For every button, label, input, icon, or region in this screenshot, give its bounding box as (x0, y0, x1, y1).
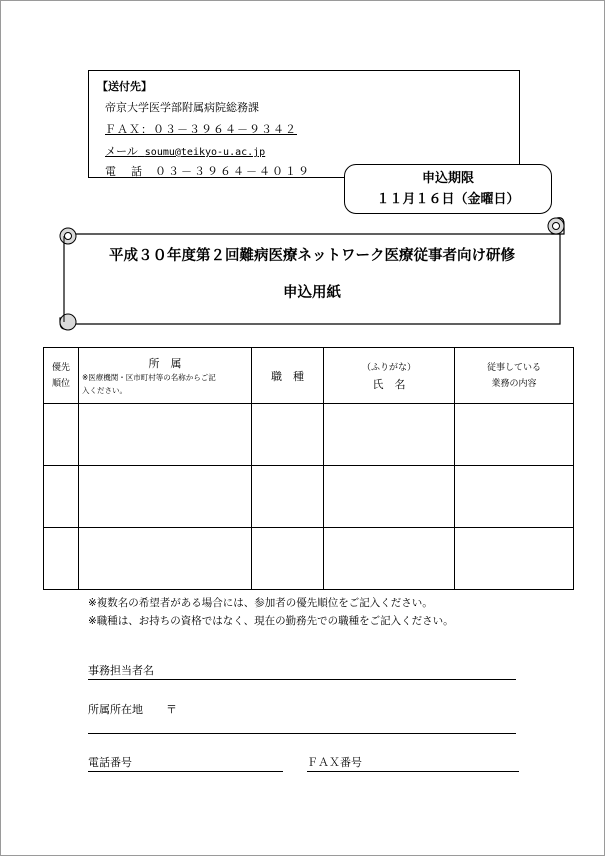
note-occupation: ※職種は、お持ちの資格ではなく、現在の勤務先での職種をご記入ください。 (88, 615, 454, 627)
phone-label-field: 電話番号 (88, 756, 132, 769)
recipient-mail (105, 143, 265, 159)
cell-duties[interactable] (455, 528, 574, 590)
header-priority-line1: 優先 (51, 362, 70, 373)
contact-person-field[interactable] (88, 662, 516, 680)
cell-priority[interactable] (44, 466, 79, 528)
form-title: 申込用紙 (283, 285, 341, 301)
phone-label: 電 話 (105, 165, 144, 178)
fax-field[interactable] (307, 754, 519, 772)
note-priority: ※複数名の希望者がある場合には、参加者の優先順位をご記入ください。 (88, 597, 433, 609)
cell-priority[interactable] (44, 404, 79, 466)
table-row (44, 466, 574, 528)
cell-affiliation[interactable] (79, 404, 252, 466)
mail-label: メール (105, 145, 138, 158)
address-line (88, 733, 516, 734)
table-row (44, 404, 574, 466)
header-duties-line2: 業務の内容 (491, 378, 537, 389)
contact-person-label: 事務担当者名 (88, 664, 154, 677)
cell-name[interactable] (324, 404, 455, 466)
fax-label-field: ＦＡＸ番号 (307, 756, 362, 769)
recipient-phone (105, 163, 311, 179)
mail-address: soumu@teikyo-u.ac.jp (144, 147, 266, 158)
scroll-banner-shape (56, 214, 568, 332)
header-affiliation-title: 所 属 (148, 356, 182, 370)
cell-affiliation[interactable] (79, 528, 252, 590)
title-scroll (56, 214, 568, 332)
cell-occupation[interactable] (252, 466, 324, 528)
header-duties (455, 348, 574, 404)
header-priority (44, 348, 79, 404)
cell-priority[interactable] (44, 528, 79, 590)
header-affiliation-note2: 入ください。 (82, 385, 127, 395)
recipient-box (88, 70, 520, 178)
header-furigana: （ふりがな） (361, 362, 416, 373)
phone-number: ０３－３９６４－４０１９ (155, 165, 311, 178)
contact-person-line (88, 679, 516, 680)
table-row (44, 528, 574, 590)
application-table (43, 347, 574, 590)
header-priority-line2: 順位 (51, 378, 70, 389)
fax-line (307, 771, 519, 772)
recipient-organization: 帝京大学医学部附属病院総務課 (105, 101, 259, 114)
table-header-row (44, 348, 574, 404)
cell-occupation[interactable] (252, 528, 324, 590)
header-affiliation (79, 348, 252, 404)
deadline-date: １１月１６日（金曜日） (376, 192, 520, 207)
cell-name[interactable] (324, 466, 455, 528)
header-name-title: 氏 名 (372, 377, 406, 391)
deadline-box (344, 164, 552, 214)
notes (88, 594, 454, 630)
header-affiliation-note1: ※医療機関・区市町村等の名称からご記 (82, 372, 216, 382)
header-duties-line1: 従事している (486, 362, 541, 373)
recipient-heading: 【送付先】 (97, 80, 152, 93)
cell-duties[interactable] (455, 404, 574, 466)
recipient-fax: ＦＡＸ：０３－３９６４－９３４２ (105, 123, 297, 136)
address-label: 所属所在地 (88, 703, 143, 716)
header-occupation: 職 種 (252, 348, 324, 404)
cell-name[interactable] (324, 528, 455, 590)
cell-occupation[interactable] (252, 404, 324, 466)
deadline-label: 申込期限 (421, 171, 474, 186)
address-field[interactable] (88, 716, 516, 734)
phone-field[interactable] (88, 754, 283, 772)
phone-line (88, 771, 283, 772)
postal-mark: 〒 (166, 703, 177, 716)
header-name (324, 348, 455, 404)
cell-affiliation[interactable] (79, 466, 252, 528)
event-title: 平成３０年度第２回難病医療ネットワーク医療従事者向け研修 (109, 248, 515, 264)
cell-duties[interactable] (455, 466, 574, 528)
